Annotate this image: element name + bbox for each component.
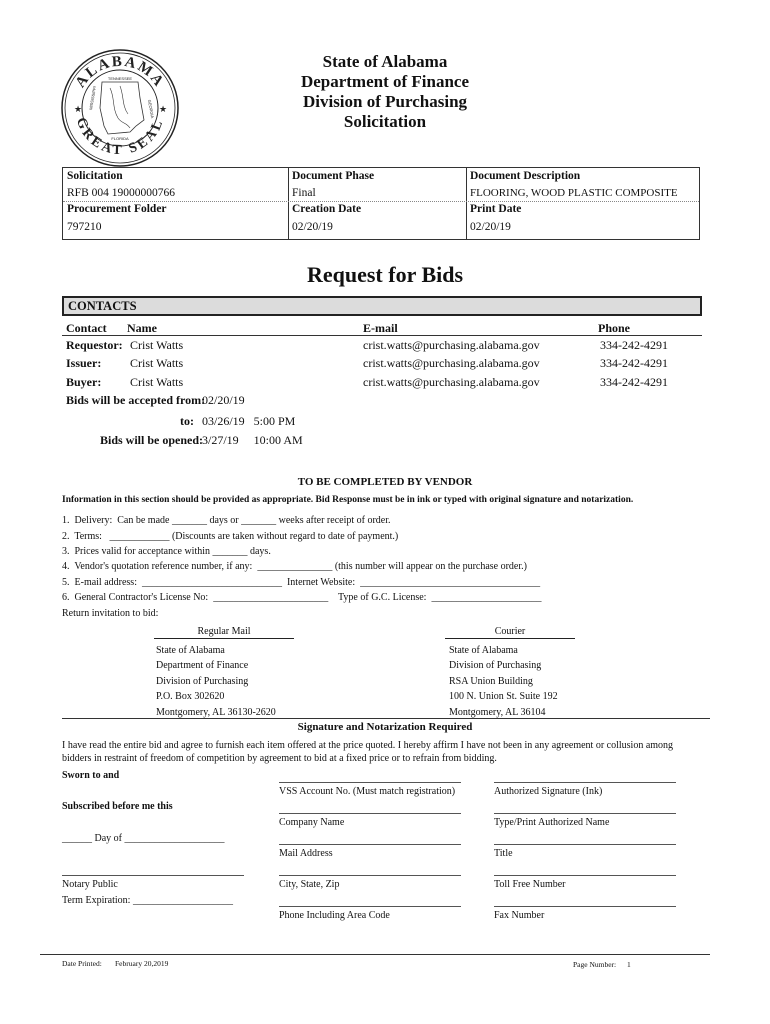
svg-text:ALABAMA (73, 54, 168, 91)
date-printed-value: February 20,2019 (115, 959, 169, 968)
regular-mail-address (156, 643, 276, 720)
address-line: Montgomery, AL 36104 (449, 706, 546, 718)
solicitation-info-box (62, 167, 700, 240)
sworn-label: Sworn to and (62, 770, 120, 781)
contact-name: Crist Watts (130, 375, 184, 389)
address-line: 100 N. Union St. Suite 192 (449, 691, 558, 703)
toll-free-line[interactable] (494, 875, 676, 876)
notary-public-label: Notary Public (62, 879, 118, 890)
procurement-folder-label: Procurement Folder (67, 203, 167, 215)
vss-account-label: VSS Account No. (Must match registration) (279, 786, 456, 797)
contacts-section-header (62, 296, 702, 316)
bids-accepted-label: Bids will be accepted from: (66, 393, 206, 407)
col-email-header: E-mail (363, 321, 398, 335)
header-line: Solicitation (343, 112, 427, 131)
address-line: P.O. Box 302620 (156, 691, 225, 703)
contact-name: Crist Watts (130, 356, 184, 370)
vendor-item: 4. Vendor's quotation reference number, if any: _______________ (this number will appear on the purchase order.) (62, 561, 527, 572)
city-state-zip-label: City, State, Zip (279, 879, 340, 890)
document-phase-value: Final (292, 187, 316, 199)
creation-date-value: 02/20/19 (292, 221, 333, 233)
page-number-value: 1 (627, 960, 631, 969)
address-line: Division of Purchasing (156, 675, 249, 687)
contact-role: Requestor: (66, 338, 123, 352)
address-line: Division of Purchasing (449, 660, 542, 672)
creation-date-label: Creation Date (292, 203, 362, 215)
signature-heading: Signature and Notarization Required (297, 721, 473, 733)
mail-address-label: Mail Address (279, 848, 333, 859)
vendor-item: 6. General Contractor's License No: _______________________ Type of G.C. License: ______________________ (62, 592, 542, 603)
city-state-zip-line[interactable] (279, 875, 461, 876)
seal-state-tennessee: TENNESSEE (107, 76, 133, 81)
title-label: Title (494, 848, 513, 859)
page-number-label: Page Number: (573, 960, 617, 969)
address-line: State of Alabama (449, 645, 518, 656)
courier-heading: Courier (445, 626, 575, 639)
header-line: Division of Purchasing (302, 92, 468, 111)
phone-label: Phone Including Area Code (279, 910, 390, 921)
great-seal-logo (60, 48, 180, 168)
address-line: Montgomery, AL 36130-2620 (156, 706, 276, 718)
procurement-folder-value: 797210 (67, 221, 102, 233)
document-phase-label: Document Phase (292, 170, 375, 182)
bids-accepted-value: 02/20/19 (202, 393, 245, 407)
contact-email-link[interactable]: crist.watts@purchasing.alabama.gov (363, 338, 540, 352)
subscribed-label: Subscribed before me this (62, 801, 173, 812)
print-name-line[interactable] (494, 813, 676, 814)
signature-statement: I have read the entire bid and agree to furnish each item offered at the price quoted. I hereby affirm I have not been in any agreement or collusion among bidders in restraint of freedom of competition by agreement to bid at a fixed price or to refrain from bidding. (62, 740, 674, 764)
bids-opened-label: Bids will be opened: (100, 433, 204, 447)
fax-label: Fax Number (494, 910, 545, 921)
header-line: State of Alabama (322, 52, 448, 71)
courier-address (449, 643, 558, 720)
regular-mail-heading: Regular Mail (154, 626, 294, 639)
term-expiration-field[interactable]: Term Expiration: ____________________ (62, 895, 233, 906)
print-name-label: Type/Print Authorized Name (494, 817, 610, 828)
bids-to-value: 03/26/19 5:00 PM (202, 414, 296, 428)
col-name-header: Name (127, 321, 157, 335)
company-name-line[interactable] (279, 813, 461, 814)
svg-text:★: ★ (159, 104, 168, 114)
solicitation-label: Solicitation (67, 170, 123, 182)
svg-text:★: ★ (74, 104, 83, 114)
address-line: State of Alabama (156, 645, 225, 656)
seal-state-georgia: GEORGIA (147, 99, 156, 119)
contact-name: Crist Watts (130, 338, 184, 352)
print-date-label: Print Date (470, 203, 522, 215)
vendor-item: 3. Prices valid for acceptance within _______ days. (62, 546, 271, 557)
address-line: Department of Finance (156, 660, 249, 672)
fax-line[interactable] (494, 906, 676, 907)
vss-account-line[interactable] (279, 782, 461, 783)
contact-phone: 334-242-4291 (600, 356, 668, 370)
col-phone-header: Phone (598, 321, 631, 335)
authorized-signature-label: Authorized Signature (Ink) (494, 786, 603, 797)
address-line: RSA Union Building (449, 675, 533, 687)
authorized-signature-line[interactable] (494, 782, 676, 783)
contact-email-link[interactable]: crist.watts@purchasing.alabama.gov (363, 375, 540, 389)
company-name-label: Company Name (279, 817, 345, 828)
document-description-label: Document Description (470, 170, 581, 182)
vendor-info-line: Information in this section should be provided as appropriate. Bid Response must be in ink or typed with original signature and notarization. (62, 495, 634, 505)
contact-role: Buyer: (66, 375, 102, 389)
phone-line[interactable] (279, 906, 461, 907)
title-line[interactable] (494, 844, 676, 845)
seal-bottom-text: GREAT SEAL (72, 115, 168, 159)
contacts-label: CONTACTS (68, 299, 137, 313)
page-title: Request for Bids (306, 262, 464, 287)
contact-role: Issuer: (66, 356, 102, 370)
solicitation-value: RFB 004 19000000766 (67, 187, 175, 199)
vendor-item: 1. Delivery: Can be made _______ days or _______ weeks after receipt of order. (62, 515, 391, 526)
print-date-value: 02/20/19 (470, 221, 511, 233)
date-printed-label: Date Printed: (62, 959, 102, 968)
seal-top-text: ALABAMA (72, 53, 168, 91)
toll-free-label: Toll Free Number (494, 879, 566, 890)
header-line: Department of Finance (300, 72, 470, 91)
day-of-field[interactable]: ______ Day of ____________________ (62, 833, 225, 844)
seal-state-mississippi: MISSISSIPPI (88, 85, 98, 111)
contact-email-link[interactable]: crist.watts@purchasing.alabama.gov (363, 356, 540, 370)
bids-to-label: to: (180, 414, 194, 428)
mail-address-line[interactable] (279, 844, 461, 845)
contact-phone: 334-242-4291 (600, 338, 668, 352)
seal-state-florida: FLORIDA (111, 136, 129, 141)
document-description-value: FLOORING, WOOD PLASTIC COMPOSITE (470, 187, 678, 199)
vendor-heading: TO BE COMPLETED BY VENDOR (297, 476, 473, 488)
vendor-item: 5. E-mail address: ____________________________ Internet Website: ____________________________________ (62, 577, 541, 588)
col-contact-header: Contact (66, 321, 107, 335)
header-title-block (270, 52, 500, 132)
bids-opened-value: 3/27/19 10:00 AM (202, 433, 303, 447)
vendor-item: 2. Terms: ____________ (Discounts are taken without regard to date of payment.) (62, 531, 399, 542)
return-invitation-label: Return invitation to bid: (62, 608, 159, 619)
contact-phone: 334-242-4291 (600, 375, 668, 389)
